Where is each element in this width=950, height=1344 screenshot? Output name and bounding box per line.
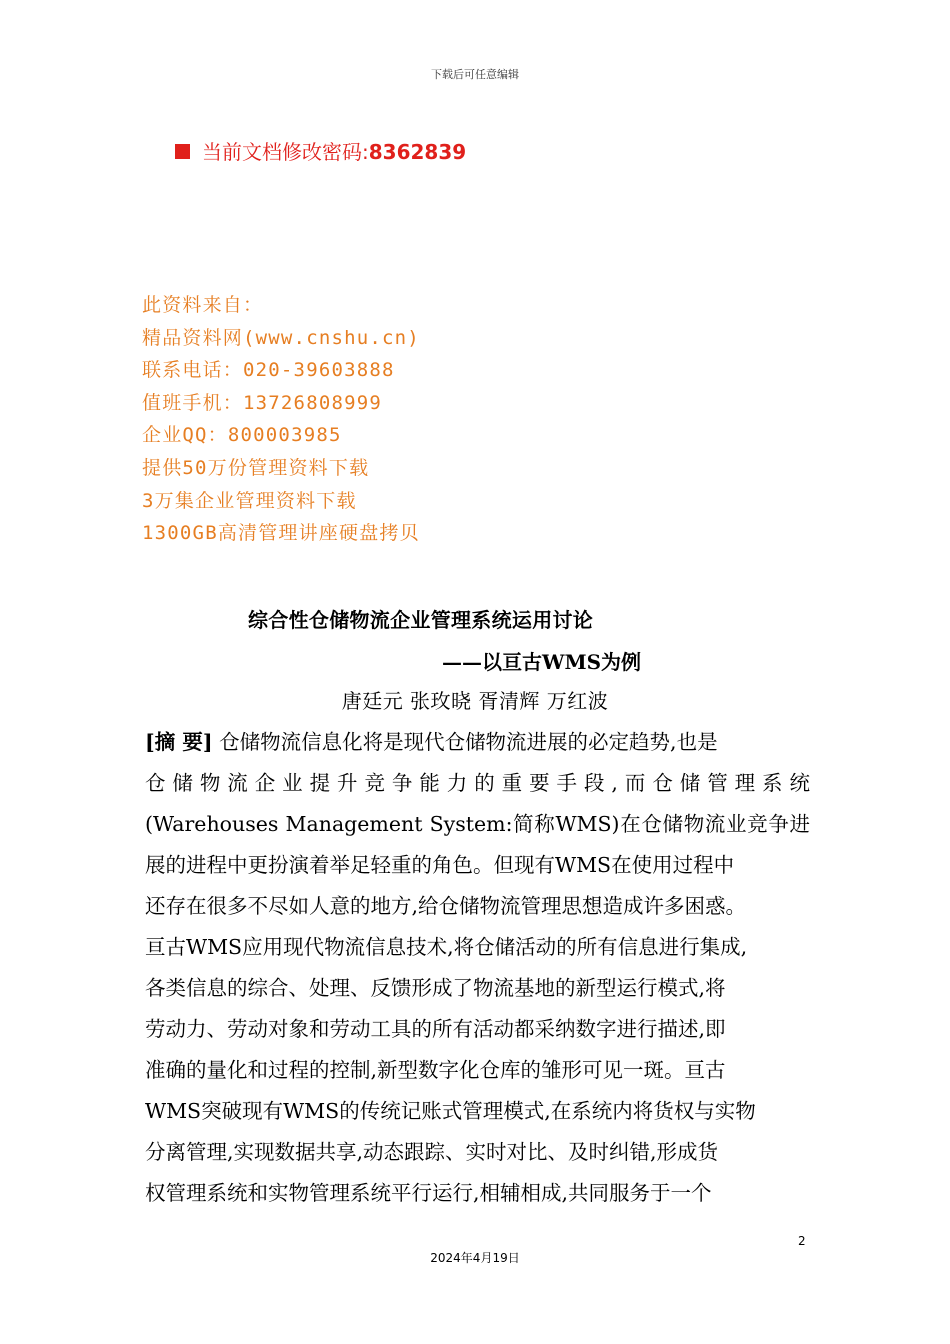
red-square-icon: [175, 144, 190, 159]
password-notice: [175, 136, 466, 165]
abstract-line: 劳动力、劳动对象和劳动工具的所有活动都采纳数字进行描述,即: [145, 1017, 726, 1041]
abstract-line: 展的进程中更扮演着举足轻重的角色。但现有WMS在使用过程中: [145, 853, 735, 877]
abstract-line: 分离管理,实现数据共享,动态跟踪、实时对比、及时纠错,形成货: [145, 1140, 719, 1164]
password-label: 当前文档修改密码:: [202, 140, 369, 164]
source-line-qq: 企业QQ：800003985: [142, 424, 342, 447]
source-line: 此资料来自：: [142, 294, 264, 316]
abstract-line: (Warehouses Management System:简称WMS)在仓储物流业竞争进: [145, 812, 810, 836]
page-number: 2: [798, 1234, 806, 1248]
source-line: 3万集企业管理资料下载: [142, 489, 357, 512]
source-line-mobile: 值班手机：13726808999: [142, 391, 383, 414]
abstract: [145, 722, 810, 1214]
source-info: [142, 289, 420, 550]
abstract-text: 仓储物流信息化将是现代仓储物流进展的必定趋势,也是: [212, 730, 718, 754]
footer-date: 2024年4月19日: [430, 1251, 520, 1265]
abstract-line: 各类信息的综合、处理、反馈形成了物流基地的新型运行模式,将: [145, 976, 726, 1000]
abstract-line: 仓储物流企业提升竞争能力的重要手段,而仓储管理系统: [145, 771, 810, 795]
abstract-line: 准确的量化和过程的控制,新型数字化仓库的雏形可见一斑。亘古: [145, 1058, 726, 1082]
header-note: 下载后可任意编辑: [431, 68, 519, 81]
document-authors: 唐廷元 张玫晓 胥清辉 万红波: [341, 689, 609, 713]
abstract-line: WMS突破现有WMS的传统记账式管理模式,在系统内将货权与实物: [145, 1099, 756, 1123]
source-line: 1300GB高清管理讲座硬盘拷贝: [142, 522, 420, 545]
abstract-line: 还存在很多不尽如人意的地方,给仓储物流管理思想造成许多困惑。: [145, 894, 747, 918]
source-line-phone: 联系电话：020-39603888: [142, 359, 395, 382]
document-subtitle: ——以亘古WMS为例: [442, 650, 642, 674]
abstract-line: 权管理系统和实物管理系统平行运行,相辅相成,共同服务于一个: [145, 1181, 712, 1205]
abstract-line: 亘古WMS应用现代物流信息技术,将仓储活动的所有信息进行集成,: [145, 935, 748, 959]
password-value: 8362839: [368, 140, 467, 164]
abstract-line: [145, 722, 810, 763]
abstract-label: [摘 要]: [145, 730, 213, 754]
source-line: 提供50万份管理资料下载: [142, 456, 370, 479]
source-line-website: 精品资料网(www.cnshu.cn): [142, 326, 420, 349]
document-title: 综合性仓储物流企业管理系统运用讨论: [248, 608, 594, 632]
